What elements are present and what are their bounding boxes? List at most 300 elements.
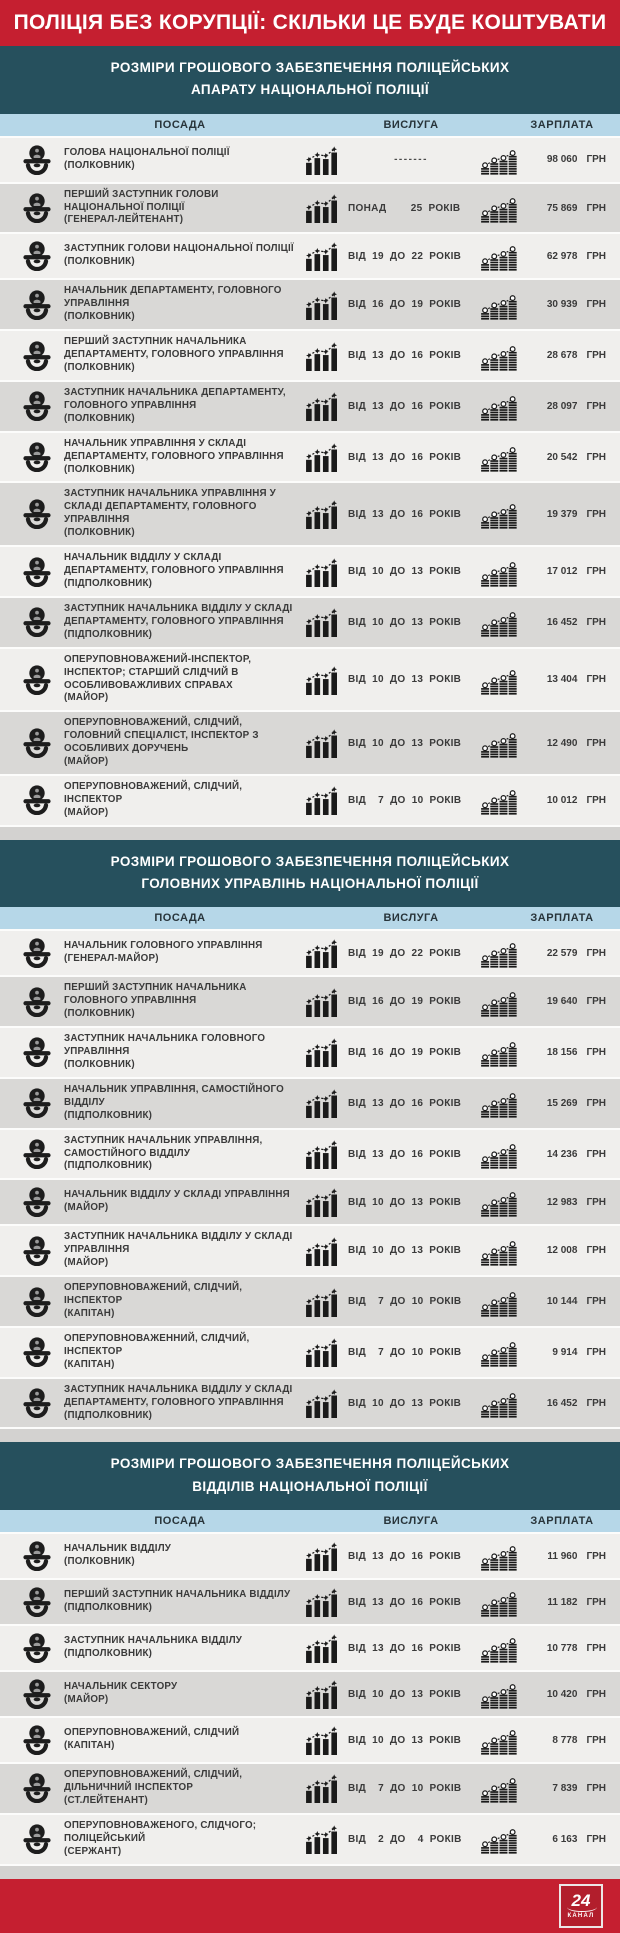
police-helmet-icon <box>20 785 56 815</box>
coin-stacks-icon <box>478 607 518 637</box>
salary-currency: ГРН <box>586 1397 606 1409</box>
position-rank: (ПОЛКОВНИК) <box>64 463 135 475</box>
position-title: НАЧАЛЬНИК ВІДДІЛУ <box>64 1543 172 1555</box>
salary-value: 10 144 <box>546 1296 578 1308</box>
service-years: ВІД 10 ДО 13 РОКІВ <box>348 674 462 686</box>
table-row <box>0 382 620 433</box>
salary-value: 10 778 <box>546 1642 578 1654</box>
coin-stacks-icon <box>478 193 518 223</box>
salary-section <box>0 46 620 840</box>
salary-value: 7 839 <box>552 1782 578 1794</box>
salary-value: 28 097 <box>546 400 578 412</box>
column-header-row <box>0 114 620 138</box>
service-years: ВІД 16 ДО 19 РОКІВ <box>348 299 462 311</box>
coin-stacks-icon <box>478 1541 518 1571</box>
police-helmet-icon <box>20 987 56 1017</box>
position-title: ОПЕРУПОВНОВАЖЕНИЙ, СЛІДЧИЙ, ІНСПЕКТОР <box>64 781 243 805</box>
service-years: ВІД 10 ДО 13 РОКІВ <box>348 1196 462 1208</box>
salary-value: 28 678 <box>546 350 578 362</box>
position-rank: (ПОЛКОВНИК) <box>64 256 135 268</box>
coin-stacks-icon <box>478 341 518 371</box>
position-rank: (ПОЛКОВНИК) <box>64 412 135 424</box>
service-years: ВІД 10 ДО 13 РОКІВ <box>348 1734 462 1746</box>
salary-cell <box>518 1047 606 1058</box>
police-helmet-icon <box>20 341 56 371</box>
table-row <box>0 977 620 1028</box>
salary-section <box>0 840 620 1443</box>
salary-value: 9 914 <box>552 1346 578 1358</box>
police-helmet-icon <box>20 1679 56 1709</box>
table-row <box>0 138 620 184</box>
salary-currency: ГРН <box>586 1245 606 1257</box>
police-helmet-icon <box>20 1541 56 1571</box>
police-helmet-icon <box>20 391 56 421</box>
position-cell <box>64 1384 296 1423</box>
service-years: ВІД 13 ДО 16 РОКІВ <box>348 350 462 362</box>
position-title: НАЧАЛЬНИК УПРАВЛІННЯ У СКЛАДІ ДЕПАРТАМЕНТУ, ГОЛОВНОГО УПРАВЛІННЯ <box>64 437 284 462</box>
table-row <box>0 1328 620 1379</box>
position-title: ОПЕРУПОВНОВАЖЕНИЙ, СЛІДЧИЙ, ІНСПЕКТОР <box>64 1282 243 1307</box>
footer-bar <box>0 1879 620 1933</box>
salary-value: 16 452 <box>546 1397 578 1409</box>
salary-value: 17 012 <box>546 566 578 578</box>
growth-chart-icon <box>302 341 342 371</box>
table-row <box>0 1764 620 1815</box>
police-helmet-icon <box>20 1236 56 1266</box>
section-divider <box>0 1429 620 1442</box>
growth-chart-icon <box>302 1824 342 1854</box>
column-position-label: ПОСАДА <box>154 912 206 925</box>
coin-stacks-icon <box>478 1388 518 1418</box>
growth-chart-icon <box>302 1679 342 1709</box>
growth-chart-icon <box>302 193 342 223</box>
salary-cell <box>518 948 606 959</box>
position-cell <box>64 603 296 642</box>
service-years: ВІД 2 ДО 4 РОКІВ <box>348 1833 462 1845</box>
growth-chart-icon <box>302 1139 342 1169</box>
police-helmet-icon <box>20 1337 56 1367</box>
coin-stacks-icon <box>478 290 518 320</box>
position-cell <box>64 387 296 426</box>
salary-currency: ГРН <box>586 947 606 959</box>
position-title: ЗАСТУПНИК НАЧАЛЬНИКА ВІДДІЛУ У СКЛАДІ УПРАВЛІННЯ <box>64 1231 293 1256</box>
table-row <box>0 483 620 547</box>
service-years: ВІД 10 ДО 13 РОКІВ <box>348 566 462 578</box>
table-row <box>0 547 620 598</box>
position-cell <box>64 1543 296 1569</box>
coin-stacks-icon <box>478 665 518 695</box>
position-title: ЗАСТУПНИК НАЧАЛЬНИКА УПРАВЛІННЯ У СКЛАДІ ДЕПАРТАМЕНТУ, ГОЛОВНОГО УПРАВЛІННЯ <box>64 488 276 526</box>
salary-value: 75 869 <box>546 202 578 214</box>
position-title: ЗАСТУПНИК ГОЛОВИ НАЦІОНАЛЬНОЇ ПОЛІЦІЇ <box>64 243 294 255</box>
position-rank: (ПІДПОЛКОВНИК) <box>64 628 153 640</box>
police-helmet-icon <box>20 1037 56 1067</box>
position-rank: (КАПІТАН) <box>64 1308 115 1320</box>
service-years: ------- <box>394 154 428 166</box>
growth-chart-icon <box>302 1587 342 1617</box>
logo-caption: КАНАЛ <box>567 1913 595 1920</box>
coin-stacks-icon <box>478 1139 518 1169</box>
position-rank: (МАЙОР) <box>64 806 109 818</box>
coin-stacks-icon <box>478 557 518 587</box>
position-title: ЗАСТУПНИК НАЧАЛЬНИКА ВІДДІЛУ <box>64 1635 243 1647</box>
growth-chart-icon <box>302 728 342 758</box>
position-rank: (ПІДПОЛКОВНИК) <box>64 1109 153 1121</box>
table-row <box>0 1580 620 1626</box>
salary-cell <box>518 1197 606 1208</box>
police-helmet-icon <box>20 1088 56 1118</box>
salary-cell <box>518 996 606 1007</box>
section-title-line1: РОЗМІРИ ГРОШОВОГО ЗАБЕЗПЕЧЕННЯ ПОЛІЦЕЙСЬКИХ <box>110 60 510 76</box>
service-years: ВІД 13 ДО 16 РОКІВ <box>348 1148 462 1160</box>
table-row <box>0 433 620 484</box>
position-cell <box>64 1820 296 1859</box>
salary-currency: ГРН <box>586 1196 606 1208</box>
position-cell <box>64 1635 296 1661</box>
salary-currency: ГРН <box>586 794 606 806</box>
growth-chart-icon <box>302 1725 342 1755</box>
section-title-line1: РОЗМІРИ ГРОШОВОГО ЗАБЕЗПЕЧЕННЯ ПОЛІЦЕЙСЬКИХ <box>110 853 510 869</box>
position-rank: (МАЙОР) <box>64 692 109 704</box>
police-helmet-icon <box>20 1587 56 1617</box>
police-helmet-icon <box>20 193 56 223</box>
coin-stacks-icon <box>478 1773 518 1803</box>
position-cell <box>64 488 296 540</box>
service-years: ВІД 16 ДО 19 РОКІВ <box>348 996 462 1008</box>
coin-stacks-icon <box>478 1824 518 1854</box>
position-cell <box>64 654 296 706</box>
section-title <box>0 46 620 114</box>
position-cell <box>64 982 296 1021</box>
table-row <box>0 234 620 280</box>
salary-value: 12 490 <box>546 737 578 749</box>
position-title: ПЕРШИЙ ЗАСТУПНИК НАЧАЛЬНИКА ВІДДІЛУ <box>64 1589 291 1601</box>
table-row <box>0 1028 620 1079</box>
position-title: НАЧАЛЬНИК ВІДДІЛУ У СКЛАДІ УПРАВЛІННЯ <box>64 1189 290 1201</box>
salary-cell <box>518 452 606 463</box>
police-helmet-icon <box>20 1633 56 1663</box>
table-row <box>0 1718 620 1764</box>
salary-currency: ГРН <box>586 1596 606 1608</box>
position-rank: (ПОЛКОВНИК) <box>64 1556 135 1567</box>
service-years: ВІД 10 ДО 13 РОКІВ <box>348 737 462 749</box>
position-rank: (КАПІТАН) <box>64 1740 115 1751</box>
salary-currency: ГРН <box>586 737 606 749</box>
police-helmet-icon <box>20 1725 56 1755</box>
section-title-line2: ВІДДІЛІВ НАЦІОНАЛЬНОЇ ПОЛІЦІЇ <box>192 1478 428 1494</box>
police-helmet-icon <box>20 499 56 529</box>
salary-cell <box>518 1834 606 1845</box>
section-divider <box>0 827 620 840</box>
coin-stacks-icon <box>478 1633 518 1663</box>
position-title: НАЧАЛЬНИК УПРАВЛІННЯ, САМОСТІЙНОГО ВІДДІЛУ <box>64 1083 284 1108</box>
position-cell <box>64 1084 296 1123</box>
table-row <box>0 1130 620 1181</box>
position-rank: (КАПІТАН) <box>64 1358 115 1370</box>
salary-cell <box>518 401 606 412</box>
salary-value: 19 379 <box>546 508 578 520</box>
police-helmet-icon <box>20 1388 56 1418</box>
position-rank: (МАЙОР) <box>64 1257 109 1269</box>
police-helmet-icon <box>20 1824 56 1854</box>
growth-chart-icon <box>302 1187 342 1217</box>
coin-stacks-icon <box>478 391 518 421</box>
position-rank: (ПОЛКОВНИК) <box>64 1008 135 1020</box>
salary-value: 15 269 <box>546 1097 578 1109</box>
growth-chart-icon <box>302 938 342 968</box>
salary-currency: ГРН <box>586 1148 606 1160</box>
position-rank: (СТ.ЛЕЙТЕНАНТ) <box>64 1794 148 1806</box>
coin-stacks-icon <box>478 241 518 271</box>
coin-stacks-icon <box>478 1337 518 1367</box>
coin-stacks-icon <box>478 1287 518 1317</box>
section-rows <box>0 1534 620 1866</box>
position-title: ЗАСТУПНИК НАЧАЛЬНИКА ГОЛОВНОГО УПРАВЛІННЯ <box>64 1033 266 1058</box>
salary-value: 16 452 <box>546 616 578 628</box>
service-years: ВІД 13 ДО 16 РОКІВ <box>348 1642 462 1654</box>
position-cell <box>64 940 296 966</box>
police-helmet-icon <box>20 607 56 637</box>
police-helmet-icon <box>20 728 56 758</box>
column-service-label: ВИСЛУГА <box>383 912 439 925</box>
salary-cell <box>518 617 606 628</box>
coin-stacks-icon <box>478 987 518 1017</box>
salary-currency: ГРН <box>586 1642 606 1654</box>
service-years: ВІД 7 ДО 10 РОКІВ <box>348 794 462 806</box>
table-row <box>0 280 620 331</box>
salary-currency: ГРН <box>586 1046 606 1058</box>
salary-cell <box>518 154 606 165</box>
salary-currency: ГРН <box>586 451 606 463</box>
police-helmet-icon <box>20 557 56 587</box>
position-title: ОПЕРУПОВНОВАЖЕНИЙ, СЛІДЧИЙ <box>64 1727 240 1739</box>
salary-value: 19 640 <box>546 996 578 1008</box>
salary-currency: ГРН <box>586 566 606 578</box>
growth-chart-icon <box>302 1287 342 1317</box>
position-title: НАЧАЛЬНИК ГОЛОВНОГО УПРАВЛІННЯ <box>64 940 263 952</box>
salary-value: 18 156 <box>546 1046 578 1058</box>
position-rank: (ПІДПОЛКОВНИК) <box>64 1160 153 1172</box>
salary-cell <box>518 1597 606 1608</box>
table-row <box>0 184 620 235</box>
service-years: ВІД 10 ДО 13 РОКІВ <box>348 1245 462 1257</box>
service-years: ВІД 19 ДО 22 РОКІВ <box>348 947 462 959</box>
position-cell <box>64 189 296 228</box>
service-years: ВІД 7 ДО 10 РОКІВ <box>348 1782 462 1794</box>
growth-chart-icon <box>302 241 342 271</box>
column-salary-label: ЗАРПЛАТА <box>530 1515 594 1527</box>
salary-cell <box>518 674 606 685</box>
position-cell <box>64 1231 296 1270</box>
position-rank: (ГЕНЕРАЛ-МАЙОР) <box>64 953 159 965</box>
position-rank: (СЕРЖАНТ) <box>64 1845 122 1857</box>
position-title: ЗАСТУПНИК НАЧАЛЬНИКА ДЕПАРТАМЕНТУ, ГОЛОВНОГО УПРАВЛІННЯ <box>64 386 286 411</box>
growth-chart-icon <box>302 987 342 1017</box>
table-row <box>0 1534 620 1580</box>
position-title: НАЧАЛЬНИК ВІДДІЛУ У СКЛАДІ ДЕПАРТАМЕНТУ, ГОЛОВНОГО УПРАВЛІННЯ <box>64 552 284 577</box>
position-rank: (МАЙОР) <box>64 756 109 768</box>
salary-currency: ГРН <box>586 996 606 1008</box>
position-title: ЗАСТУПНИК НАЧАЛЬНИК УПРАВЛІННЯ, САМОСТІЙНОГО ВІДДІЛУ <box>64 1134 263 1159</box>
police-helmet-icon <box>20 1287 56 1317</box>
salary-currency: ГРН <box>586 154 606 166</box>
growth-chart-icon <box>302 1633 342 1663</box>
position-title: ОПЕРУПОВНОВАЖЕНИЙ, СЛІДЧИЙ, ДІЛЬНИЧНИЙ ІНСПЕКТОР <box>64 1769 243 1793</box>
coin-stacks-icon <box>478 1587 518 1617</box>
position-cell <box>64 285 296 324</box>
salary-currency: ГРН <box>586 1097 606 1109</box>
salary-value: 11 182 <box>547 1596 578 1608</box>
salary-cell <box>518 566 606 577</box>
position-cell <box>64 1135 296 1174</box>
table-row <box>0 1277 620 1328</box>
salary-cell <box>518 1643 606 1654</box>
position-title: ОПЕРУПОВНОВАЖЕНИЙ, СЛІДЧИЙ, ГОЛОВНИЙ СПЕЦІАЛІСТ, ІНСПЕКТОР З ОСОБЛИВИХ ДОРУЧЕНЬ <box>64 717 259 755</box>
salary-cell <box>518 1149 606 1160</box>
service-years: ВІД 13 ДО 16 РОКІВ <box>348 400 462 412</box>
position-title: НАЧАЛЬНИК СЕКТОРУ <box>64 1681 178 1693</box>
service-years: ВІД 13 ДО 16 РОКІВ <box>348 1097 462 1109</box>
growth-chart-icon <box>302 1088 342 1118</box>
column-position-label: ПОСАДА <box>154 118 206 131</box>
position-cell <box>64 438 296 477</box>
column-service-label: ВИСЛУГА <box>383 1515 439 1527</box>
table-row <box>0 1180 620 1226</box>
salary-currency: ГРН <box>586 1782 606 1794</box>
coin-stacks-icon <box>478 785 518 815</box>
coin-stacks-icon <box>478 1088 518 1118</box>
service-years: ВІД 13 ДО 16 РОКІВ <box>348 1596 462 1608</box>
column-salary-label: ЗАРПЛАТА <box>530 912 594 925</box>
position-cell <box>64 1189 296 1215</box>
table-row <box>0 1815 620 1866</box>
salary-cell <box>518 350 606 361</box>
salary-value: 30 939 <box>546 299 578 311</box>
position-cell <box>64 1282 296 1321</box>
position-rank: (ПІДПОЛКОВНИК) <box>64 577 153 589</box>
position-rank: (ПОЛКОВНИК) <box>64 159 135 171</box>
growth-chart-icon <box>302 499 342 529</box>
salary-value: 6 163 <box>552 1833 578 1845</box>
position-cell <box>64 1681 296 1707</box>
service-years: ВІД 10 ДО 13 РОКІВ <box>348 1397 462 1409</box>
growth-chart-icon <box>302 1773 342 1803</box>
salary-value: 13 404 <box>546 674 578 686</box>
position-cell <box>64 1033 296 1072</box>
service-years: ВІД 7 ДО 10 РОКІВ <box>348 1296 462 1308</box>
salary-cell <box>518 1398 606 1409</box>
channel-24-logo <box>559 1884 603 1928</box>
position-rank: (ПОЛКОВНИК) <box>64 1058 135 1070</box>
salary-cell <box>518 738 606 749</box>
position-cell <box>64 243 296 269</box>
coin-stacks-icon <box>478 938 518 968</box>
position-title: НАЧАЛЬНИК ДЕПАРТАМЕНТУ, ГОЛОВНОГО УПРАВЛІННЯ <box>64 285 282 310</box>
growth-chart-icon <box>302 607 342 637</box>
salary-currency: ГРН <box>586 1346 606 1358</box>
position-rank: (ПОЛКОВНИК) <box>64 527 135 539</box>
salary-currency: ГРН <box>586 299 606 311</box>
growth-chart-icon <box>302 145 342 175</box>
salary-value: 62 978 <box>546 250 578 262</box>
salary-value: 8 778 <box>552 1734 578 1746</box>
table-row <box>0 931 620 977</box>
position-title: ОПЕРУПОВНОВАЖЕНОГО, СЛІДЧОГО; ПОЛІЦЕЙСЬКИЙ <box>64 1819 257 1844</box>
position-rank: (МАЙОР) <box>64 1694 109 1705</box>
service-years: ПОНАД 25 РОКІВ <box>348 202 461 214</box>
police-helmet-icon <box>20 1773 56 1803</box>
table-row <box>0 1379 620 1430</box>
coin-stacks-icon <box>478 1037 518 1067</box>
position-title: ЗАСТУПНИК НАЧАЛЬНИКА ВІДДІЛУ У СКЛАДІ ДЕПАРТАМЕНТУ, ГОЛОВНОГО УПРАВЛІННЯ <box>64 602 293 627</box>
salary-cell <box>518 1098 606 1109</box>
section-title-line2: ГОЛОВНИХ УПРАВЛІНЬ НАЦІОНАЛЬНОЇ ПОЛІЦІЇ <box>141 876 479 892</box>
salary-cell <box>518 509 606 520</box>
police-helmet-icon <box>20 665 56 695</box>
police-helmet-icon <box>20 442 56 472</box>
coin-stacks-icon <box>478 1679 518 1709</box>
salary-value: 98 060 <box>546 154 578 166</box>
position-cell <box>64 147 296 173</box>
salary-value: 12 983 <box>546 1196 578 1208</box>
position-title: ОПЕРУПОВНОВАЖЕННИЙ, СЛІДЧИЙ, ІНСПЕКТОР <box>64 1332 250 1357</box>
salary-currency: ГРН <box>586 616 606 628</box>
position-rank: (ПІДПОЛКОВНИК) <box>64 1602 153 1613</box>
position-title: ЗАСТУПНИК НАЧАЛЬНИКА ВІДДІЛУ У СКЛАДІ ДЕПАРТАМЕНТУ, ГОЛОВНОГО УПРАВЛІННЯ <box>64 1383 293 1408</box>
salary-value: 10 012 <box>546 794 578 806</box>
service-years: ВІД 13 ДО 16 РОКІВ <box>348 1550 462 1562</box>
table-row <box>0 331 620 382</box>
section-rows <box>0 931 620 1429</box>
growth-chart-icon <box>302 557 342 587</box>
coin-stacks-icon <box>478 1187 518 1217</box>
position-cell <box>64 552 296 591</box>
police-helmet-icon <box>20 241 56 271</box>
table-row <box>0 776 620 827</box>
coin-stacks-icon <box>478 1236 518 1266</box>
salary-cell <box>518 795 606 806</box>
position-rank: (МАЙОР) <box>64 1202 109 1214</box>
table-row <box>0 1672 620 1718</box>
section-title <box>0 840 620 908</box>
salary-cell <box>518 251 606 262</box>
salary-currency: ГРН <box>586 674 606 686</box>
salary-currency: ГРН <box>586 202 606 214</box>
table-row <box>0 1226 620 1277</box>
service-years: ВІД 16 ДО 19 РОКІВ <box>348 1046 462 1058</box>
salary-cell <box>518 1689 606 1700</box>
growth-chart-icon <box>302 290 342 320</box>
position-title: ПЕРШИЙ ЗАСТУПНИК НАЧАЛЬНИКА ГОЛОВНОГО УПРАВЛІННЯ <box>64 982 247 1007</box>
position-cell <box>64 1589 296 1615</box>
police-helmet-icon <box>20 1187 56 1217</box>
service-years: ВІД 10 ДО 13 РОКІВ <box>348 616 462 628</box>
section-title-line2: АПАРАТУ НАЦІОНАЛЬНОЇ ПОЛІЦІЇ <box>190 82 430 98</box>
position-cell <box>64 1769 296 1808</box>
salary-currency: ГРН <box>586 350 606 362</box>
growth-chart-icon <box>302 665 342 695</box>
police-helmet-icon <box>20 1139 56 1169</box>
growth-chart-icon <box>302 1037 342 1067</box>
salary-cell <box>518 1551 606 1562</box>
service-years: ВІД 10 ДО 13 РОКІВ <box>348 1688 462 1700</box>
table-row <box>0 649 620 713</box>
salary-currency: ГРН <box>586 400 606 412</box>
table-row <box>0 712 620 776</box>
service-years: ВІД 7 ДО 10 РОКІВ <box>348 1346 462 1358</box>
salary-cell <box>518 1296 606 1307</box>
salary-value: 11 960 <box>547 1550 578 1562</box>
